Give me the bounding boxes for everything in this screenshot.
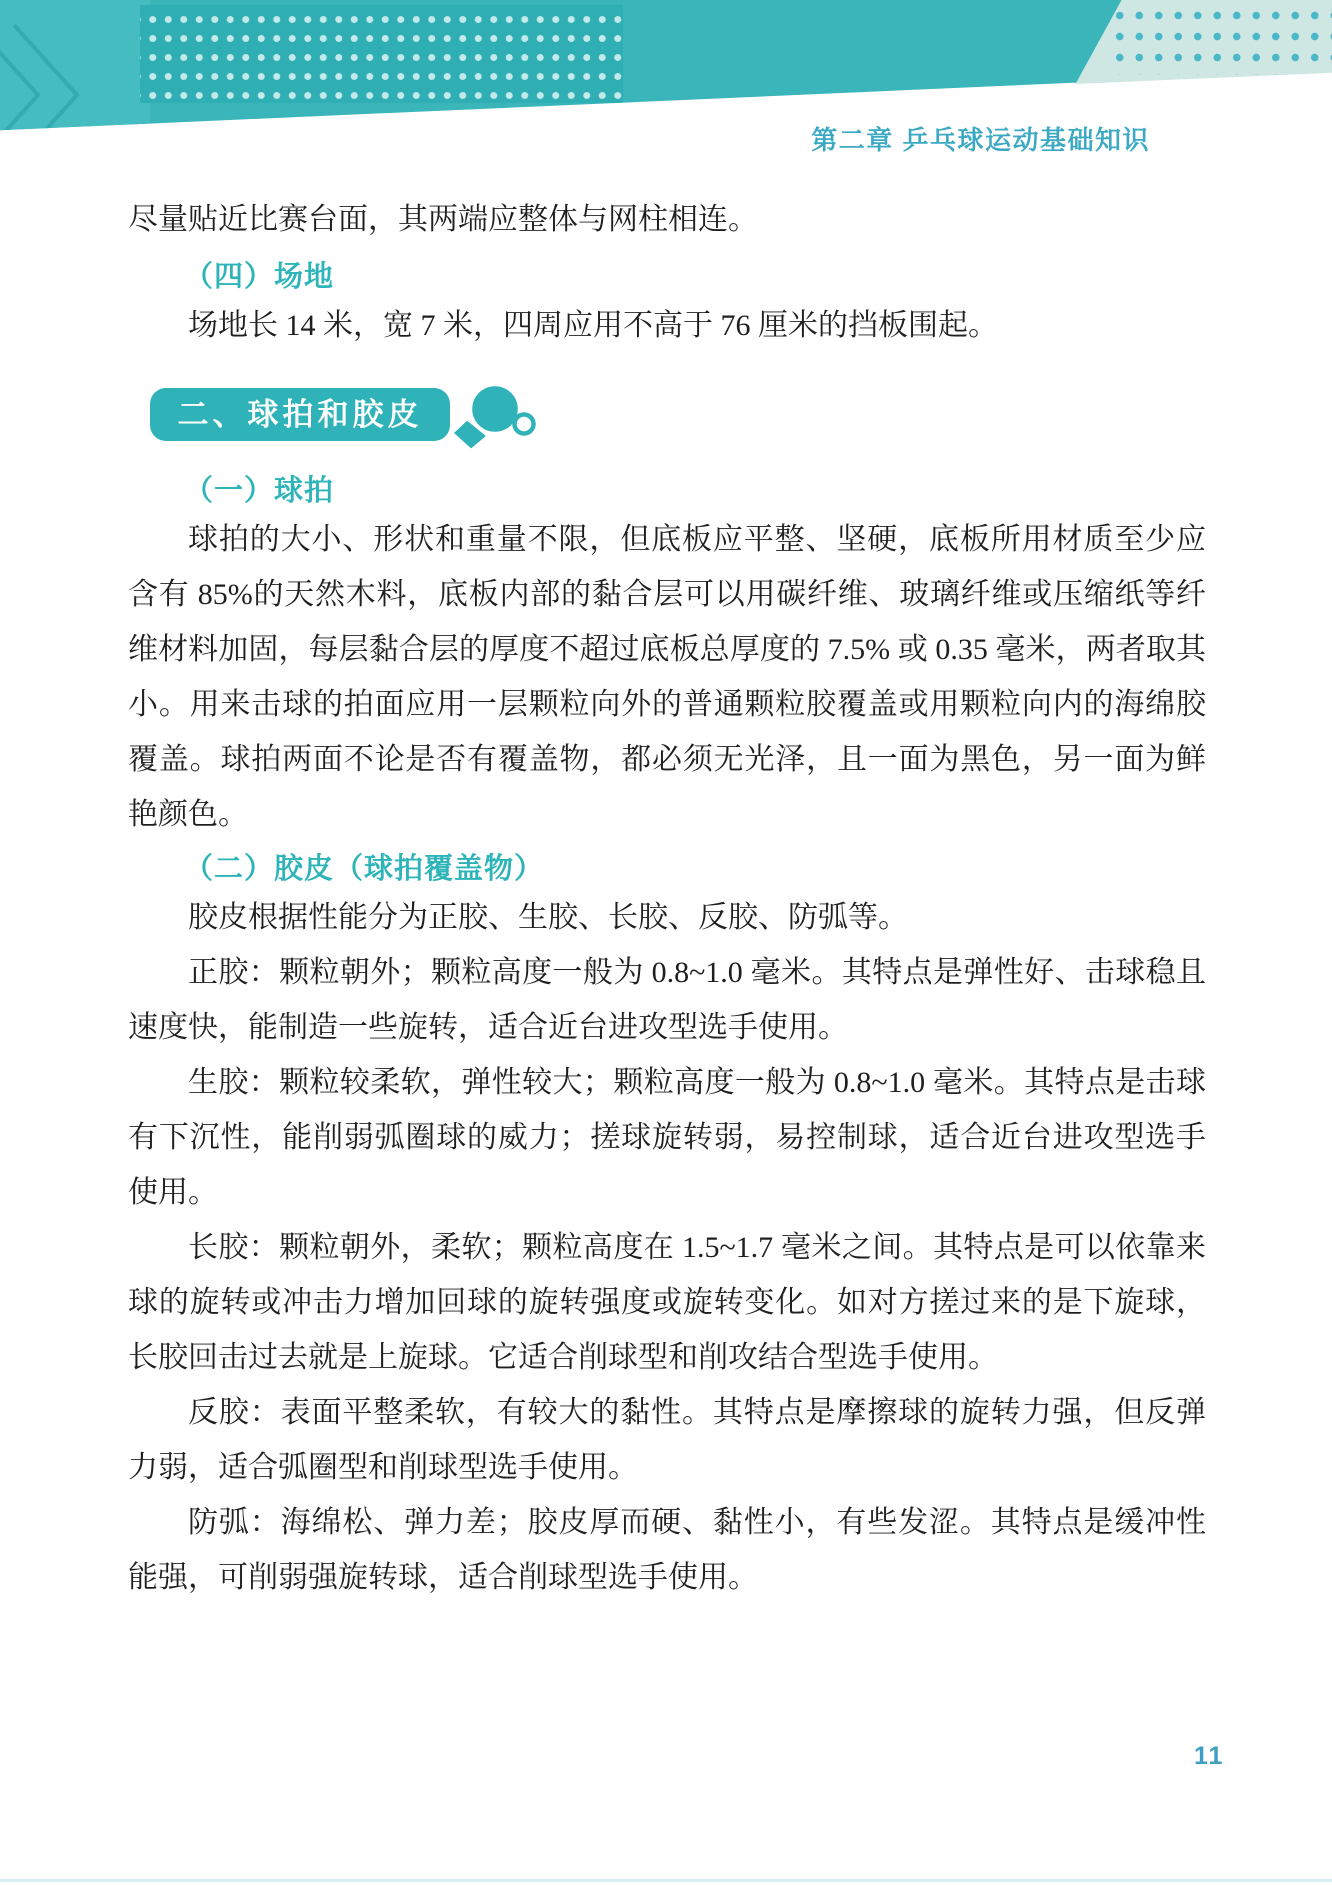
paragraph-long-pimples: 长胶：颗粒朝外，柔软；颗粒高度在 1.5~1.7 毫米之间。其特点是可以依靠来球的旋转或冲击力增加回球的旋转强度或旋转变化。如对方搓过来的是下旋球，长胶回击过去就是上旋球。它适合削球型和削攻结合型选手使用。 xyxy=(128,1231,1206,1374)
subsection-heading-venue: （四）场地 xyxy=(184,261,335,293)
page-content xyxy=(128,192,1206,1605)
header-banner xyxy=(0,0,1332,140)
section-badge-label: 二、球拍和胶皮 xyxy=(177,397,423,432)
paragraph-inverted: 反胶：表面平整柔软，有较大的黏性。其特点是摩擦球的旋转力强，但反弹力弱，适合弧圈型和削球型选手使用。 xyxy=(128,1396,1206,1484)
paragraph-anti-spin: 防弧：海绵松、弹力差；胶皮厚而硬、黏性小，有些发涩。其特点是缓冲性能强，可削弱强旋转球，适合削球型选手使用。 xyxy=(128,1506,1206,1594)
subsection-heading-rubber: （二）胶皮（球拍覆盖物） xyxy=(184,853,545,885)
section-badge xyxy=(150,388,450,441)
paragraph-venue: 场地长 14 米，宽 7 米，四周应用不高于 76 厘米的挡板围起。 xyxy=(188,309,998,342)
dot-pattern xyxy=(140,5,623,103)
paragraph-medium-pimples: 生胶：颗粒较柔软，弹性较大；颗粒高度一般为 0.8~1.0 毫米。其特点是击球有下沉性，能削弱弧圈球的威力；搓球旋转弱，易控制球，适合近台进攻型选手使用。 xyxy=(128,1066,1206,1209)
page-number: 11 xyxy=(1194,1742,1225,1770)
paragraph-racket: 球拍的大小、形状和重量不限，但底板应平整、坚硬，底板所用材质至少应含有 85%的天然木料，底板内部的黏合层可以用碳纤维、玻璃纤维或压缩纸等纤维材料加固，每层黏合层的厚度不超过底板总厚度的 7.5% 或 0.35 毫米，两者取其小。用来击球的拍面应用一层颗粒向外的普通颗粒胶覆盖或用颗粒向内的海绵胶覆盖。球拍两面不论是否有覆盖物，都必须无光泽，且一面为黑色，另一面为鲜艳颜色。 xyxy=(128,523,1206,831)
table-tennis-paddle-icon xyxy=(448,380,552,454)
dot-pattern xyxy=(1110,5,1332,75)
bottom-rule xyxy=(0,1879,1332,1882)
paragraph-pimples-out: 正胶：颗粒朝外；颗粒高度一般为 0.8~1.0 毫米。其特点是弹性好、击球稳且速度快，能制造一些旋转，适合近台进攻型选手使用。 xyxy=(128,956,1206,1044)
subsection-heading-racket: （一）球拍 xyxy=(184,475,335,507)
chapter-title: 第二章 乒乓球运动基础知识 xyxy=(811,125,1150,155)
section-heading-row xyxy=(128,388,1206,441)
paragraph-rubber-intro: 胶皮根据性能分为正胶、生胶、长胶、反胶、防弧等。 xyxy=(188,901,908,934)
paragraph-continuation: 尽量贴近比赛台面，其两端应整体与网柱相连。 xyxy=(128,203,758,236)
